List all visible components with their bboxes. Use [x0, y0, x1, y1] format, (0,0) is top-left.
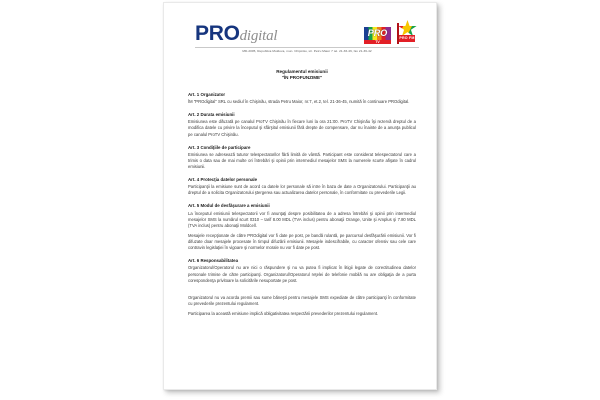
article-3-paragraph-1: Emisiunea se adresează tuturor telespectatorilor fără limită de vârstă. Participant este considerat telespectatorul care a trimis o data sau de mai multe ori întrebări şi opinii prin intermediul mesajelor SMS la numerele scurte afişate în cadrul emisiunii.	[188, 151, 416, 169]
document-body	[178, 69, 424, 317]
article-2-paragraph-1: Emisiunea este difuzată pe canalul ProTV Chişinău în fiecare luni la ora 21:00. ProTV Chişinău îşi rezervă dreptul de a modifica datele cu privire la începutul şi sfârşitul emisiunii fără drepte de compensare, dar nu înainte de a anunţa publicul pe canalul ProTV Chişinău.	[188, 119, 416, 137]
letterhead-divider	[195, 47, 419, 48]
document-title-line2: "ÎN PROFUNZIME"	[281, 75, 323, 81]
company-address: MD-2005, Republica Moldova, mun. Chişinău, str. Petru Maior 7 tel. 21-36-46, fax 21-36-42	[242, 49, 372, 53]
article-3	[188, 145, 416, 170]
partner-logos	[364, 20, 419, 44]
document-title-line1: Regulamentul emisiunii	[276, 69, 328, 74]
prodigital-logo	[195, 23, 277, 44]
profm-star-logo-icon	[395, 20, 419, 44]
document-sheet	[163, 2, 437, 390]
protv-logo-text: PRO	[367, 28, 388, 38]
brand-pro-text: PRO	[195, 22, 240, 45]
closing-block	[188, 295, 416, 317]
article-4-heading: Art. 4 Protecţia datelor personale	[188, 177, 258, 183]
article-5-heading: Art. 5 Modul de desfăşurare a emisiunii	[188, 203, 270, 209]
article-1-paragraph-1: ÎM "PROdigital" SRL cu sediul în Chişinău, strada Petru Maior, nr.7, et.2, tel. 21-36-45, numită în continuare PROdigital.	[188, 99, 410, 105]
protv-tv-text: TV	[375, 40, 380, 44]
article-3-heading: Art. 3 Condiţiile de participare	[188, 144, 251, 150]
article-1-heading: Art. 1 Organizator	[188, 91, 226, 97]
closing-paragraph-1: Organizatorul nu va acorda premii sau sume băneşti pentru mesajele SMS expediate de către participanţi în conformitate cu prevederile prezentului regulament.	[188, 294, 416, 306]
article-5	[188, 203, 416, 251]
article-4	[188, 177, 416, 196]
article-4-paragraph-1: Participanţii la emisiune sunt de acord ca datele lor personale să intre în baza de date a Organizatorului. Participanţii au dreptul de a solicita Organizatorului ştergerea sau actualizarea datelor personale, în conformitate cu prevederile Legii.	[188, 184, 416, 196]
article-1	[188, 92, 416, 105]
closing-paragraph-2: Participarea la această emisiune implică obligativitatea respectării prevederilor prezentului regulament.	[188, 310, 379, 316]
article-5-paragraph-2: Mesajele recepţionate de către PROdigital vor fi date pe post, pe bandă rulantă, pe parcursul desfăşurării emisiunii. Vor fi difuzate doar mesajele procesate în timpul difuzării emisiunii. Mesajele indescifrabile, cu caracter ofensiv sau cele care contravin legislaţiei în vigoare şi normelor morale nu vor fi date pe post.	[188, 232, 416, 251]
article-5-paragraph-1: La începutul emisiunii telespectatorii vor fi anunţaţi despre posibilitatea de a adresa întrebări şi opinii prin intermediul mesajelor SMS la numărul scurt 0310 – tarif 8.00 MDL (TVA inclus) pentru abonaţii Orange, Unite şi Amplus şi 7.80 MDL (TVA inclus) pentru abonaţii Moldcell.	[188, 210, 416, 228]
brand-digital-text: digital	[239, 28, 278, 44]
article-2	[188, 112, 416, 137]
article-6-paragraph-1: Organizatorul/Operatorul nu are nici o răspundere şi nu va putea fi implicat în litigii legate de corectitudinea datelor personale trimise de către participanţi. Organizatorul/Operatorul reţelei de telefonie mobilă nu are obligaţia de a purta corespondenţa privitoare la solicitările nesuportate pe post.	[188, 265, 416, 283]
article-2-heading: Art. 2 Durata emisiunii	[188, 112, 235, 118]
document-page	[164, 3, 437, 390]
protv-logo-icon	[364, 25, 391, 44]
article-6	[188, 258, 416, 283]
profm-flag-text: PRO FM	[399, 36, 415, 40]
letterhead	[178, 15, 424, 53]
article-6-heading: Art. 6 Responsabilitatea	[188, 258, 239, 264]
document-title	[188, 69, 416, 82]
